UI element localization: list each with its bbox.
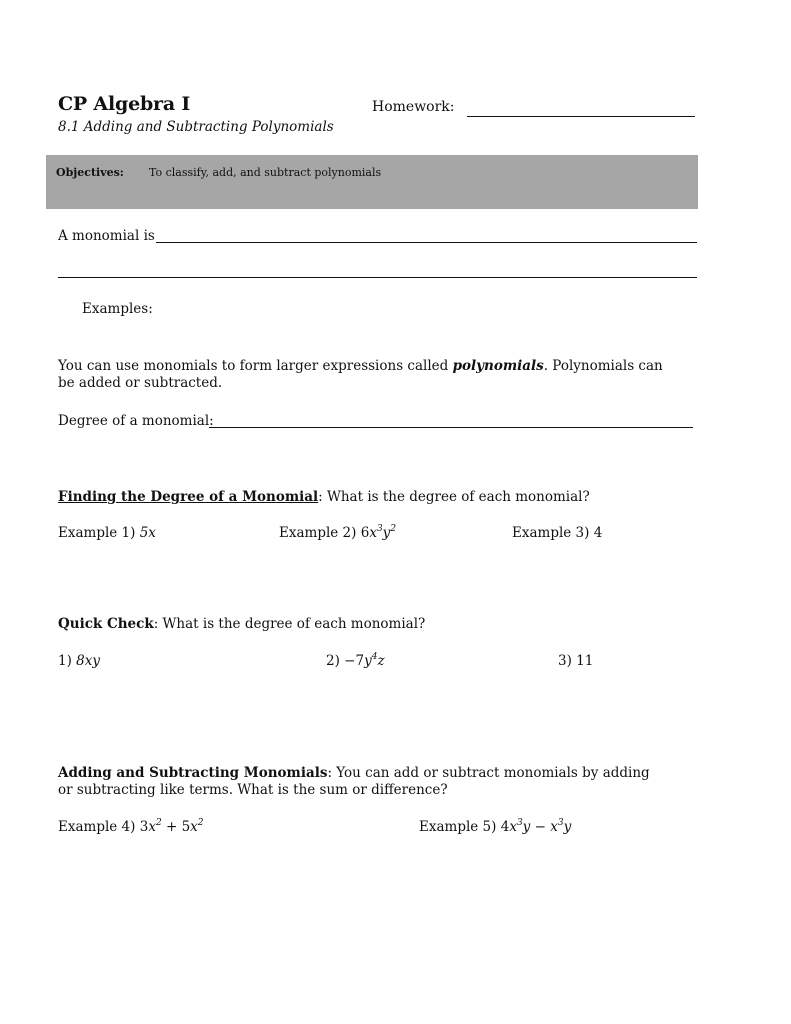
monomial-prompt: A monomial is xyxy=(58,228,155,244)
ex5-t1-var2: y xyxy=(522,819,531,835)
objectives-text: To classify, add, and subtract polynomials xyxy=(149,166,382,179)
adding-subtracting-section xyxy=(58,765,658,799)
example-4-label: Example 4) xyxy=(58,819,140,835)
qc-3-label: 3) xyxy=(558,653,577,669)
lesson-title: 8.1 Adding and Subtracting Polynomials xyxy=(58,119,334,135)
quick-check-item-3 xyxy=(558,653,593,669)
example-2-var-x: x xyxy=(369,525,377,541)
example-2-coef: 6 xyxy=(360,525,370,541)
homework-blank-line xyxy=(467,116,695,117)
ex5-operator: − xyxy=(530,819,551,835)
qc-2-var-z: z xyxy=(377,653,385,669)
finding-degree-question: : What is the degree of each monomial? xyxy=(318,489,590,505)
example-2-var-y: y xyxy=(382,525,391,541)
qc-1-expr: 8xy xyxy=(76,653,100,669)
qc-1-label: 1) xyxy=(58,653,77,669)
course-title: CP Algebra I xyxy=(58,93,191,115)
examples-label: Examples: xyxy=(82,301,153,317)
qc-2-coef: −7 xyxy=(344,653,365,669)
objectives-box xyxy=(46,155,698,209)
example-2-exp-y: 2 xyxy=(390,524,397,534)
qc-3-expr: 11 xyxy=(576,653,594,669)
quick-check-item-2 xyxy=(326,653,385,669)
ex5-t2-var: x xyxy=(550,819,558,835)
qc-2-expr xyxy=(344,653,384,669)
example-5-label: Example 5) xyxy=(419,819,501,835)
degree-prompt: Degree of a monomial: xyxy=(58,413,214,429)
ex4-operator: + xyxy=(161,819,182,835)
example-1-label: Example 1) xyxy=(58,525,140,541)
quick-check-section xyxy=(58,616,425,632)
ex4-t2-var: x xyxy=(190,819,198,835)
qc-2-var-y: y xyxy=(364,653,372,669)
example-2-label: Example 2) xyxy=(279,525,361,541)
example-3-label: Example 3) xyxy=(512,525,594,541)
ex4-t1-exp: 2 xyxy=(155,818,162,828)
intro-text-before: You can use monomials to form larger expressions called xyxy=(58,358,453,374)
quick-check-question: : What is the degree of each monomial? xyxy=(153,616,426,632)
ex5-t1-var: x xyxy=(509,819,517,835)
ex4-t2-coef: 5 xyxy=(181,819,191,835)
objectives-label: Objectives: xyxy=(56,166,124,179)
example-2-exp-x: 3 xyxy=(376,524,383,534)
qc-2-label: 2) xyxy=(326,653,345,669)
adding-subtracting-text: : You can add or subtract monomials by adding or subtracting like terms. What is the sum or difference? xyxy=(58,765,650,798)
ex4-t2-exp: 2 xyxy=(197,818,204,828)
example-4 xyxy=(58,819,204,835)
example-1-expr: 5x xyxy=(139,525,156,541)
monomial-blank-line-1 xyxy=(156,242,697,243)
finding-degree-section xyxy=(58,489,590,505)
example-5 xyxy=(419,819,571,835)
homework-label: Homework: xyxy=(372,99,455,115)
polynomials-intro xyxy=(58,358,678,392)
ex5-t2-exp: 3 xyxy=(557,818,564,828)
monomial-blank-line-2 xyxy=(58,277,697,278)
quick-check-heading: Quick Check xyxy=(58,616,154,632)
ex5-t1-coef: 4 xyxy=(500,819,510,835)
example-2 xyxy=(279,525,396,541)
ex5-t1-exp: 3 xyxy=(516,818,523,828)
intro-text-after: . Polynomials can be added or subtracted. xyxy=(58,358,663,391)
quick-check-item-1 xyxy=(58,653,100,669)
example-3-expr: 4 xyxy=(593,525,603,541)
finding-degree-heading: Finding the Degree of a Monomial xyxy=(58,489,319,505)
qc-2-exp-y: 4 xyxy=(371,652,378,662)
degree-blank-line xyxy=(209,427,693,428)
example-1 xyxy=(58,525,156,541)
example-4-expr xyxy=(140,819,204,835)
ex5-t2-var2: y xyxy=(563,819,572,835)
ex4-t1-var: x xyxy=(148,819,156,835)
example-2-expr xyxy=(361,525,396,541)
adding-subtracting-heading: Adding and Subtracting Monomials xyxy=(58,765,328,781)
example-5-expr xyxy=(501,819,572,835)
example-3 xyxy=(512,525,602,541)
ex4-t1-coef: 3 xyxy=(139,819,149,835)
polynomials-term: polynomials xyxy=(452,358,544,374)
